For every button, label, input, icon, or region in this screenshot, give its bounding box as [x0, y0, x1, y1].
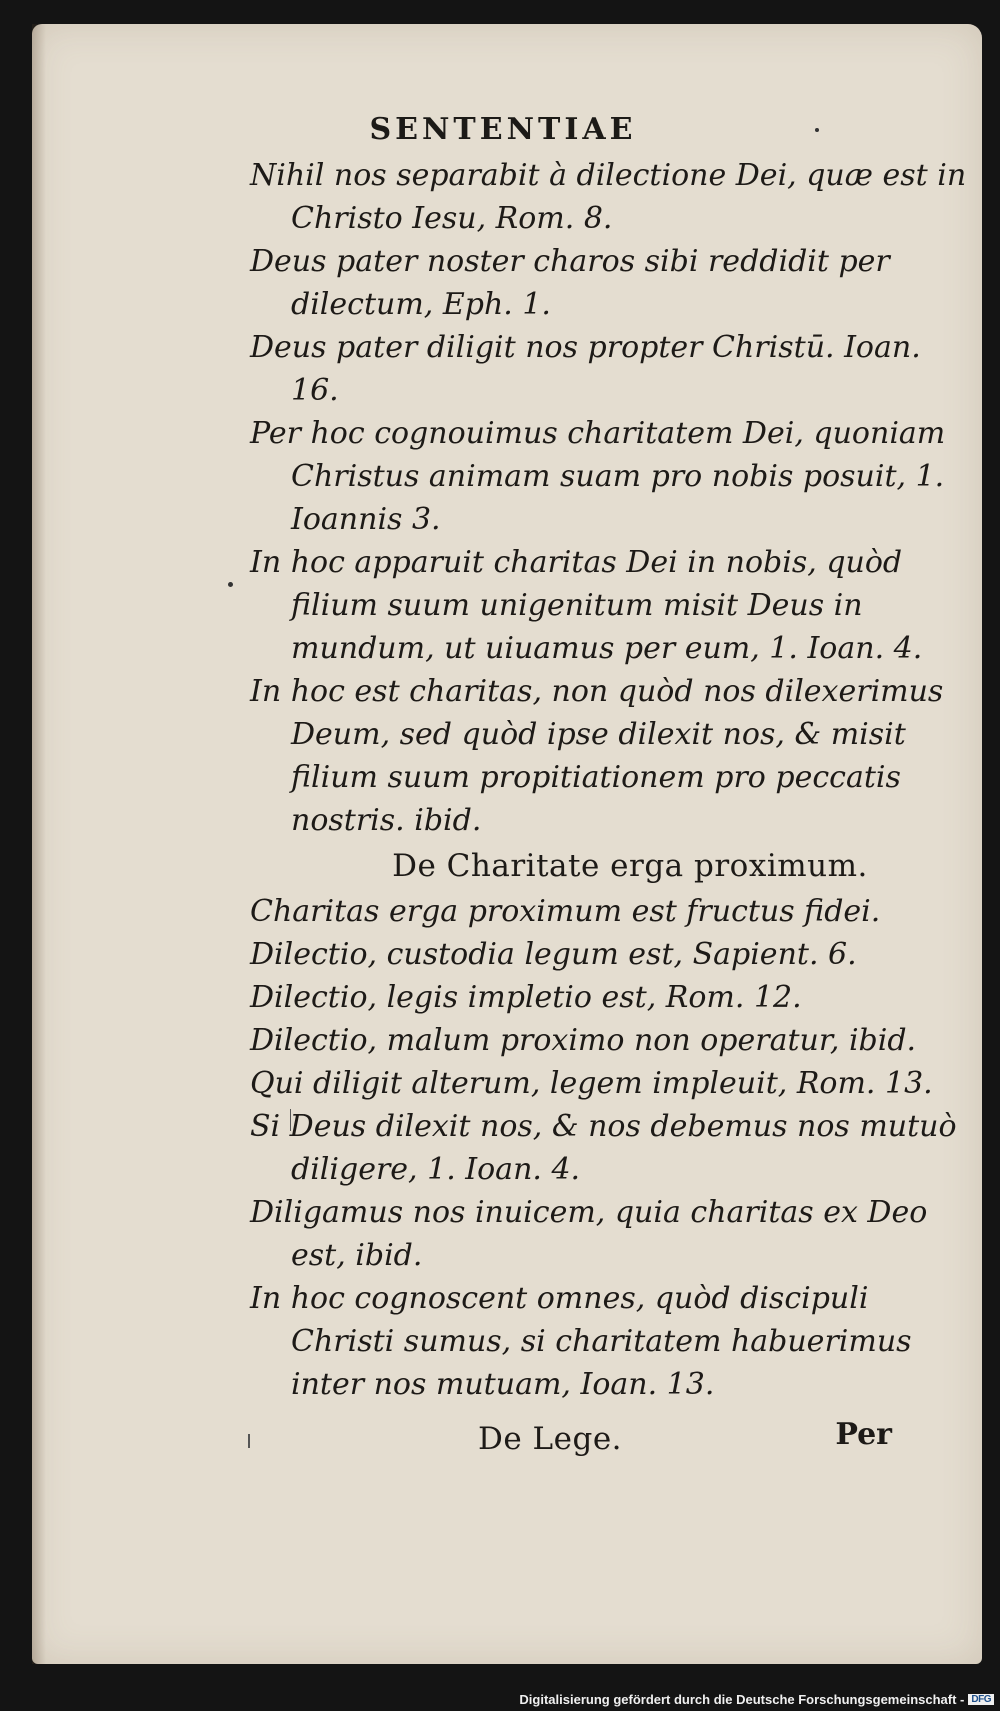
sentence-entry: In hoc cognoscent omnes, quòd discipuli Christi sumus, si charitatem habuerimus inter nos mutuam, Ioan. 13.: [250, 1281, 912, 1402]
running-header: SENTENTIAE: [369, 112, 637, 147]
sentence-entry: Charitas erga proximum est fructus fidei.: [250, 894, 881, 929]
section-heading: De Charitate erga proximum.: [392, 848, 868, 884]
header-dot: [815, 128, 819, 132]
digitization-footer: [519, 1692, 994, 1707]
sentence-entry: Dilectio, malum proximo non operatur, ibid.: [250, 1023, 917, 1058]
sentence-entry: Nihil nos separabit à dilectione Dei, quæ est in Christo Iesu, Rom. 8.: [250, 158, 967, 236]
dfg-logo-icon: DFG: [968, 1694, 994, 1705]
sentence-entry: In hoc est charitas, non quòd nos dilexerimus Deum, sed quòd ipse dilexit nos, & misit filium suum propitiationem pro peccatis nostris. ibid.: [250, 674, 944, 838]
text-block: [250, 154, 970, 1463]
sentence-entry: Qui diligit alterum, legem impleuit, Rom. 13.: [250, 1066, 933, 1101]
sentence-entry: Per hoc cognouimus charitatem Dei, quoniam Christus animam suam pro nobis posuit, 1. Ioannis 3.: [250, 416, 946, 537]
margin-mark: [228, 582, 233, 587]
sentence-entry: Dilectio, custodia legum est, Sapient. 6.: [250, 937, 857, 972]
section-heading: De Lege.: [477, 1421, 623, 1457]
sentence-entry: In hoc apparuit charitas Dei in nobis, quòd filium suum unigenitum misit Deus in mundum, ut uiuamus per eum, 1. Ioan. 4.: [250, 545, 923, 666]
sentence-entry: Diligamus nos inuicem, quia charitas ex Deo est, ibid.: [250, 1195, 928, 1273]
catchword: Per: [835, 1417, 892, 1452]
sentence-entry: Deus pater diligit nos propter Christū. Ioan. 16.: [250, 330, 921, 408]
sentence-entry: Deus pater noster charos sibi reddidit per dilectum, Eph. 1.: [250, 244, 890, 322]
sentence-entry: Dilectio, legis impletio est, Rom. 12.: [250, 980, 802, 1015]
footer-text: Digitalisierung gefördert durch die Deutsche Forschungsgemeinschaft -: [519, 1692, 965, 1707]
sentence-entry: Si Deus dilexit nos, & nos debemus nos mutuò diligere, 1. Ioan. 4.: [250, 1109, 957, 1187]
book-page: [32, 24, 982, 1664]
